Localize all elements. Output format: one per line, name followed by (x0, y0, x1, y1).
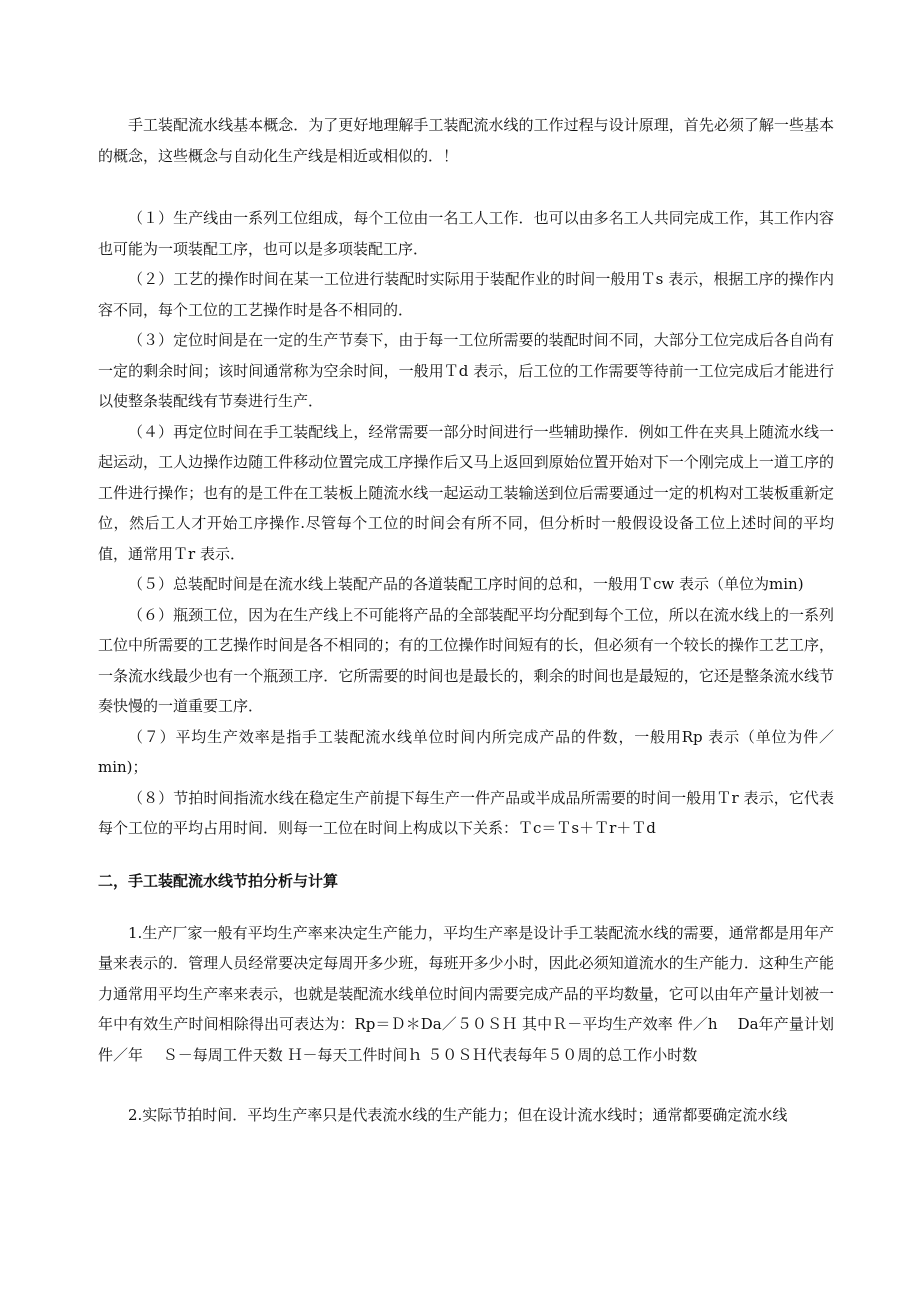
spacer (98, 896, 834, 918)
concept-item-3: （３）定位时间是在一定的生产节奏下，由于每一工位所需要的装配时间不同，大部分工位完成后各自尚有一定的剩余时间；该时间通常称为空余时间，一般用Ｔd 表示，后工位的工作需要等待前一工位完成后才能进行以使整条装配线有节奏进行生产． (98, 331, 834, 410)
intro-paragraph: 手工装配流水线基本概念．为了更好地理解手工装配流水线的工作过程与设计原理，首先必须了解一些基本的概念，这些概念与自动化生产线是相近或相似的．！ (98, 116, 834, 165)
concept-item-2: （２）工艺的操作时间在某一工位进行装配时实际用于装配作业的时间一般用Ｔs 表示，根据工序的操作内容不同，每个工位的工艺操作时是各不相同的． (98, 270, 834, 319)
concept-item-1: （１）生产线由一系列工位组成，每个工位由一名工人工作．也可以由多名工人共同完成工作，其工作内容也可能为一项装配工序，也可以是多项装配工序． (98, 209, 834, 258)
concept-item-6: （６）瓶颈工位，因为在生产线上不可能将产品的全部装配平均分配到每个工位，所以在流水线上的一系列工位中所需要的工艺操作时间是各不相同的；有的工位操作时间短有的长，但必须有一个较长的操作工艺工序，一条流水线最少也有一个瓶颈工序．它所需要的时间也是最长的，剩余的时间也是最短的，它还是整条流水线节奏快慢的一道重要工序． (98, 605, 834, 715)
document-body (98, 110, 834, 1131)
section-heading: 二，手工装配流水线节拍分析与计算 (98, 871, 339, 890)
spacer (98, 171, 834, 203)
concept-item-4: （４）再定位时间在手工装配线上，经常需要一部分时间进行一些辅助操作．例如工件在夹具上随流水线一起运动，工人边操作边随工件移动位置完成工序操作后又马上返回到原始位置开始对下一个刚完成上一道工序的工件进行操作；也有的是工件在工装板上随流水线一起运动工装输送到位后需要通过一定的机构对工装板重新定位，然后工人才开始工序操作.尽管每个工位的时间会有所不同，但分析时一般假设设备工位上述时间的平均值，通常用Ｔr 表示． (98, 422, 834, 563)
spacer (98, 1070, 834, 1100)
section2-paragraph-2: 2.实际节拍时间．平均生产率只是代表流水线的生产能力；但在设计流水线时；通常都要确定流水线 (128, 1106, 788, 1124)
concept-item-5: （５）总装配时间是在流水线上装配产品的各道装配工序时间的总和，一般用Ｔcw 表示（单位为min) (128, 575, 804, 593)
spacer (98, 844, 834, 866)
concept-item-8: （８）节拍时间指流水线在稳定生产前提下每生产一件产品或半成品所需要的时间一般用Ｔr 表示，它代表每个工位的平均占用时间．则每一工位在时间上构成以下关系：Ｔc＝Ｔs＋Ｔr＋Ｔd (98, 788, 834, 837)
section2-paragraph-1: 1.生产厂家一般有平均生产率来决定生产能力，平均生产率是设计手工装配流水线的需要，通常都是用年产量来表示的．管理人员经常要决定每周开多少班，每班开多少小时，因此必须知道流水的生产能力．这种生产能力通常用平均生产率来表示，也就是装配流水线单位时间内需要完成产品的平均数量，它可以由年产量计划被一年中有效生产时间相除得出可表达为：Rp＝Ｄ＊Da／５０ＳＨ 其中Ｒ－平均生产效率 件／h Da年产量计划 件／年 Ｓ－每周工件天数 Ｈ－每天工件时间ｈ ５０ＳＨ代表每年５０周的总工作小时数 (98, 923, 834, 1064)
concept-item-7: （７）平均生产效率是指手工装配流水线单位时间内所完成产品的件数，一般用Rp 表示（单位为件／min)； (98, 727, 834, 776)
